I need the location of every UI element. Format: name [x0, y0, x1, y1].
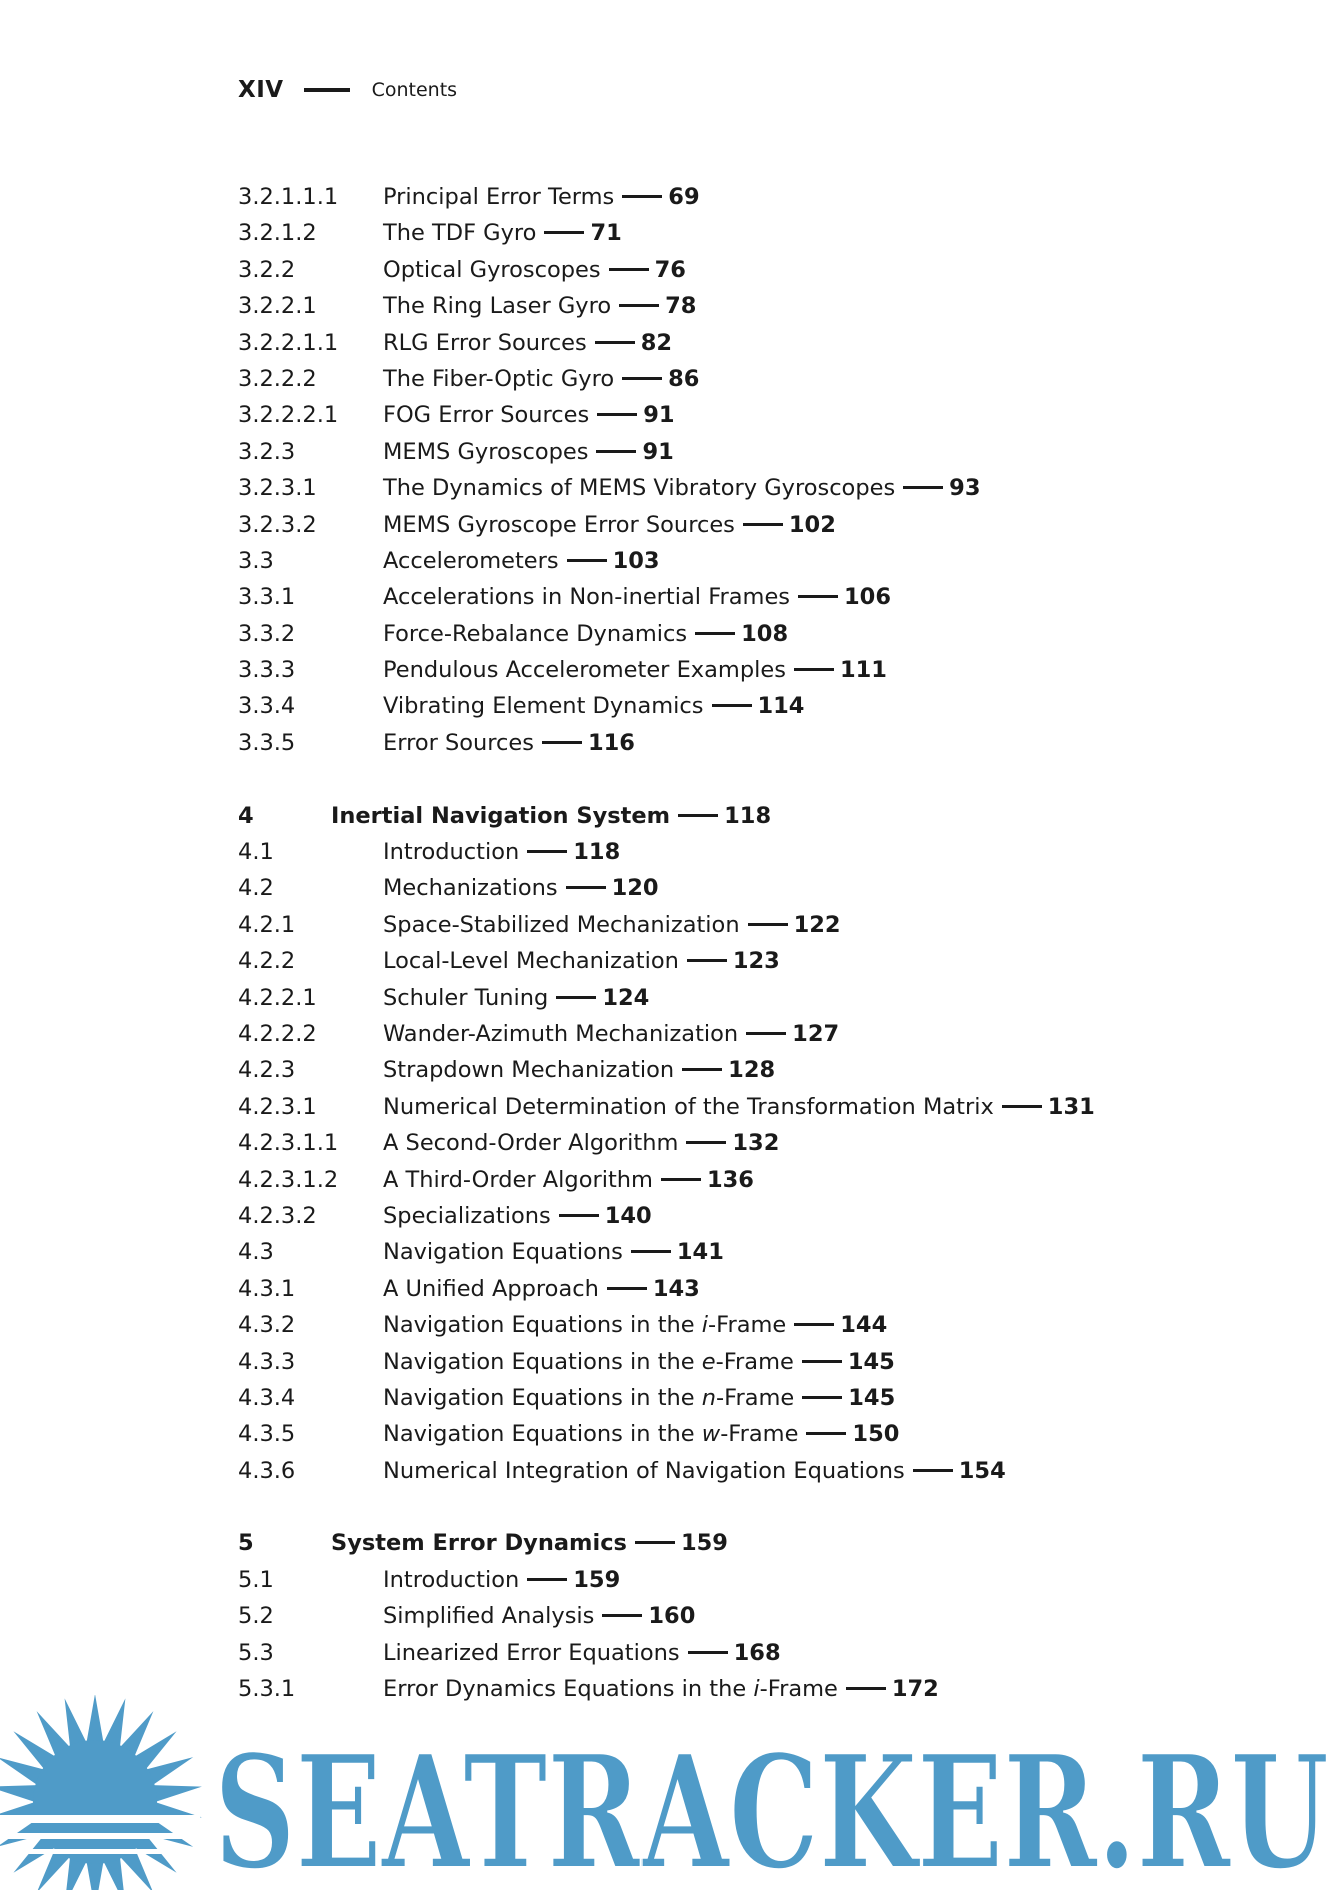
entry-body — [383, 1416, 899, 1452]
entry-page-number: 143 — [652, 1275, 700, 1302]
entry-title: Inertial Navigation System — [331, 802, 671, 829]
entry-frame-symbol: i — [701, 1312, 709, 1339]
entry-title: MEMS Gyroscopes — [383, 438, 589, 465]
entry-page-number: 159 — [680, 1530, 728, 1557]
header-dash — [304, 88, 350, 92]
entry-frame-symbol: w — [701, 1421, 721, 1448]
toc-entry — [238, 1052, 1238, 1088]
entry-dash — [903, 486, 943, 489]
entry-title: MEMS Gyroscope Error Sources — [383, 511, 735, 538]
entry-page-number: 124 — [602, 984, 650, 1011]
entry-dash — [794, 1323, 834, 1326]
toc-entry — [238, 1016, 1238, 1052]
entry-dash — [596, 450, 636, 453]
entry-number: 4.2.3.2 — [238, 1202, 317, 1229]
entry-dash — [682, 1068, 722, 1071]
entry-title: Principal Error Terms — [383, 184, 615, 210]
entry-number: 3.2.3.1 — [238, 475, 317, 502]
entry-number: 4 — [238, 802, 254, 829]
entry-page-number: 172 — [891, 1676, 939, 1703]
entry-page-number: 128 — [728, 1057, 776, 1084]
entry-body — [383, 1453, 1006, 1489]
entry-title: Pendulous Accelerometer Examples — [383, 657, 786, 684]
entry-number: 4.1 — [238, 839, 274, 866]
toc-entry — [238, 434, 1238, 470]
sun-disc — [33, 1740, 157, 1864]
entry-body — [383, 1162, 754, 1198]
entry-page-number: 91 — [643, 402, 675, 429]
toc-entry — [238, 507, 1238, 543]
entry-title: Numerical Determination of the Transformation Matrix — [383, 1093, 994, 1120]
entry-number: 3.3.1 — [238, 584, 296, 611]
entry-dash — [602, 1614, 642, 1617]
entry-title: Strapdown Mechanization — [383, 1057, 675, 1084]
toc-entry — [238, 288, 1238, 324]
entry-title: Specializations — [383, 1202, 551, 1229]
toc-entry — [238, 616, 1238, 652]
entry-number: 3.2.1.2 — [238, 220, 317, 247]
entry-number: 3.2.3.2 — [238, 511, 317, 538]
toc-entry — [238, 215, 1238, 251]
entry-title: Introduction — [383, 1566, 520, 1593]
entry-page-number: 118 — [724, 802, 772, 829]
entry-number: 4.2.2 — [238, 948, 296, 975]
entry-dash — [566, 886, 606, 889]
entry-body — [331, 1525, 728, 1561]
entry-title: Accelerations in Non-inertial Frames — [383, 584, 791, 611]
toc-entry — [238, 1089, 1238, 1125]
entry-body — [383, 943, 780, 979]
entry-page-number: 108 — [741, 620, 789, 647]
toc-entry — [238, 1562, 1238, 1598]
entry-number: 4.2.2.2 — [238, 1020, 317, 1047]
entry-title: A Unified Approach — [383, 1275, 599, 1302]
entry-title: Mechanizations — [383, 875, 558, 902]
entry-body — [383, 1089, 1095, 1125]
entry-title: The Fiber-Optic Gyro — [383, 365, 615, 392]
toc-entry — [238, 943, 1238, 979]
entry-page-number: 93 — [949, 475, 981, 502]
entry-number: 4.3.5 — [238, 1421, 296, 1448]
entry-dash — [544, 231, 584, 234]
entry-title: The Ring Laser Gyro — [383, 293, 612, 320]
entry-body — [383, 1125, 779, 1161]
entry-frame-symbol: i — [753, 1676, 760, 1703]
entry-dash — [527, 1578, 567, 1581]
entry-number: 4.3.6 — [238, 1457, 296, 1484]
sun-icon — [0, 1695, 202, 1890]
toc-entry — [238, 1453, 1238, 1489]
entry-dash — [802, 1360, 842, 1363]
entry-dash — [748, 923, 788, 926]
entry-page-number: 145 — [847, 1348, 895, 1375]
entry-body — [383, 179, 700, 215]
entry-page-number: 114 — [757, 693, 805, 720]
entry-number: 4.2.3.1.1 — [238, 1130, 339, 1157]
entry-title: Introduction — [383, 839, 520, 866]
entry-page-number: 116 — [588, 729, 635, 756]
toc-entry — [238, 1234, 1238, 1270]
entry-body — [383, 1344, 895, 1380]
entry-dash — [595, 341, 635, 344]
entry-page-number: 71 — [590, 220, 622, 247]
entry-number: 4.2.2.1 — [238, 984, 317, 1011]
toc-entry — [238, 1271, 1238, 1307]
entry-body — [383, 507, 836, 543]
entry-title: Space-Stabilized Mechanization — [383, 911, 740, 938]
entry-number: 3.2.2.2.1 — [238, 402, 339, 429]
entry-body — [383, 325, 672, 361]
entry-page-number: 145 — [848, 1384, 896, 1411]
entry-title: System Error Dynamics — [331, 1530, 627, 1557]
toc-entry — [238, 397, 1238, 433]
entry-page-number: 131 — [1047, 1093, 1095, 1120]
entry-page-number: 106 — [844, 584, 891, 611]
entry-page-number: 86 — [668, 365, 700, 392]
toc-entry — [238, 325, 1238, 361]
entry-title-suffix: -Frame — [720, 1421, 799, 1448]
toc-entry — [238, 1307, 1238, 1343]
entry-title-suffix: -Frame — [715, 1348, 794, 1375]
entry-body — [383, 288, 696, 324]
entry-body — [383, 834, 620, 870]
sun-stripe — [0, 1849, 200, 1854]
entry-body — [383, 652, 887, 688]
entry-title: Error Sources — [383, 729, 534, 756]
entry-title: A Second-Order Algorithm — [383, 1130, 679, 1157]
toc-chapter-entry — [238, 798, 1238, 834]
entry-page-number: 91 — [642, 438, 674, 465]
entry-title: Optical Gyroscopes — [383, 256, 601, 283]
entry-number: 3.3.4 — [238, 693, 296, 720]
toc-entry — [238, 1198, 1238, 1234]
entry-title: Error Dynamics Equations in the — [383, 1676, 754, 1703]
entry-body — [383, 1598, 695, 1634]
entry-page-number: 140 — [604, 1202, 652, 1229]
entry-title: FOG Error Sources — [383, 402, 590, 429]
entry-dash — [913, 1469, 953, 1472]
entry-body — [383, 543, 660, 579]
toc-entry — [238, 470, 1238, 506]
entry-number: 4.3.4 — [238, 1384, 296, 1411]
entry-page-number: 132 — [732, 1130, 780, 1157]
entry-page-number: 82 — [640, 329, 673, 356]
entry-body — [383, 1307, 887, 1343]
entry-page-number: 144 — [840, 1312, 888, 1339]
entry-page-number: 102 — [788, 511, 836, 538]
entry-body — [383, 1380, 895, 1416]
entry-page-number: 118 — [573, 839, 621, 866]
entry-dash — [567, 559, 607, 562]
entry-title: A Third-Order Algorithm — [383, 1166, 653, 1193]
entry-page-number: 150 — [852, 1421, 900, 1448]
entry-number: 3.2.2.1.1 — [238, 329, 339, 356]
entry-number: 4.2 — [238, 875, 274, 902]
entry-dash — [695, 632, 735, 635]
entry-title: Vibrating Element Dynamics — [383, 693, 704, 720]
entry-number: 5.3 — [238, 1639, 274, 1666]
entry-number: 3.3.3 — [238, 657, 296, 684]
entry-number: 3.2.3 — [238, 438, 296, 465]
entry-page-number: 76 — [654, 256, 686, 283]
entry-number: 5 — [238, 1530, 254, 1557]
entry-dash — [607, 1287, 647, 1290]
entry-title: Wander-Azimuth Mechanization — [383, 1020, 739, 1047]
entry-body — [383, 215, 622, 251]
entry-body — [383, 579, 891, 615]
toc-entry — [238, 688, 1238, 724]
entry-number: 3.2.2.1 — [238, 293, 317, 320]
running-title: Contents — [371, 79, 458, 101]
entry-dash — [794, 668, 834, 671]
entry-page-number: 154 — [958, 1457, 1006, 1484]
entry-body — [383, 870, 659, 906]
entry-body — [383, 688, 804, 724]
toc-entry — [238, 1416, 1238, 1452]
entry-body — [383, 1052, 775, 1088]
entry-page-number: 159 — [573, 1566, 621, 1593]
entry-dash — [542, 741, 582, 744]
entry-dash — [635, 1541, 675, 1544]
entry-number: 4.2.3 — [238, 1057, 296, 1084]
entry-dash — [631, 1250, 671, 1253]
entry-title: Accelerometers — [383, 547, 559, 574]
toc-entry — [238, 179, 1238, 215]
entry-body — [383, 1198, 652, 1234]
entry-body — [383, 1562, 620, 1598]
entry-number: 3.2.2 — [238, 256, 296, 283]
running-header — [238, 72, 457, 108]
entry-number: 4.2.3.1 — [238, 1093, 317, 1120]
entry-body — [383, 434, 674, 470]
toc-entry — [238, 1635, 1238, 1671]
entry-number: 3.3.5 — [238, 729, 296, 756]
entry-page-number: 122 — [793, 911, 841, 938]
entry-title: Simplified Analysis — [383, 1603, 595, 1630]
entry-number: 4.3 — [238, 1239, 274, 1266]
toc-entry — [238, 725, 1238, 761]
entry-body — [331, 798, 771, 834]
entry-dash — [746, 1032, 786, 1035]
entry-number: 5.3.1 — [238, 1676, 296, 1703]
entry-page-number: 78 — [665, 293, 697, 320]
entry-title: Local-Level Mechanization — [383, 948, 679, 975]
entry-dash — [802, 1396, 842, 1399]
entry-title-suffix: -Frame — [759, 1676, 838, 1703]
entry-dash — [687, 959, 727, 962]
entry-frame-symbol: e — [701, 1348, 716, 1375]
entry-title: Navigation Equations in the — [383, 1348, 702, 1375]
entry-dash — [798, 595, 838, 598]
entry-title: RLG Error Sources — [383, 329, 587, 356]
sun-stripe — [0, 1815, 200, 1823]
toc-entry — [238, 579, 1238, 615]
toc-entry — [238, 1598, 1238, 1634]
toc-entry — [238, 543, 1238, 579]
entry-page-number: 136 — [706, 1166, 754, 1193]
sun-stripe — [0, 1833, 200, 1839]
toc-entry — [238, 907, 1238, 943]
entry-dash — [846, 1687, 886, 1690]
entry-body — [383, 1016, 839, 1052]
entry-body — [383, 397, 675, 433]
entry-page-number: 160 — [648, 1603, 696, 1630]
entry-body — [383, 1271, 700, 1307]
toc-chapter-entry — [238, 1525, 1238, 1561]
toc-entry — [238, 1380, 1238, 1416]
table-of-contents — [238, 179, 1238, 1707]
entry-dash — [806, 1432, 846, 1435]
entry-body — [383, 361, 699, 397]
entry-dash — [597, 413, 637, 416]
entry-dash — [609, 268, 649, 271]
entry-number: 5.1 — [238, 1566, 274, 1593]
entry-dash — [712, 704, 752, 707]
entry-number: 3.2.2.2 — [238, 365, 317, 392]
watermark-logo — [0, 1695, 1339, 1890]
entry-dash — [619, 304, 659, 307]
entry-dash — [556, 996, 596, 999]
entry-page-number: 103 — [612, 547, 660, 574]
entry-title: Navigation Equations in the — [383, 1384, 702, 1411]
entry-title: The Dynamics of MEMS Vibratory Gyroscopes — [383, 475, 896, 502]
entry-dash — [743, 523, 783, 526]
entry-title: Navigation Equations in the — [383, 1312, 702, 1339]
entry-number: 4.2.3.1.2 — [238, 1166, 339, 1193]
entry-dash — [622, 377, 662, 380]
entry-number: 4.3.1 — [238, 1275, 296, 1302]
toc-entry — [238, 870, 1238, 906]
entry-title: The TDF Gyro — [383, 220, 537, 247]
toc-entry — [238, 652, 1238, 688]
entry-page-number: 141 — [676, 1239, 724, 1266]
entry-body — [383, 980, 649, 1016]
entry-dash — [678, 814, 718, 817]
entry-dash — [622, 195, 662, 198]
entry-number: 3.3.2 — [238, 620, 296, 647]
entry-dash — [559, 1214, 599, 1217]
entry-page-number: 69 — [668, 184, 700, 210]
toc-entry — [238, 1344, 1238, 1380]
entry-dash — [661, 1178, 701, 1181]
entry-dash — [527, 850, 567, 853]
watermark-text: SEATRACKER.RU — [214, 1721, 1329, 1890]
entry-body — [383, 470, 980, 506]
toc-entry — [238, 980, 1238, 1016]
toc-entry — [238, 1162, 1238, 1198]
entry-number: 3.2.1.1.1 — [238, 184, 339, 210]
entry-title-suffix: -Frame — [716, 1384, 795, 1411]
toc-entry — [238, 834, 1238, 870]
entry-title: Force-Rebalance Dynamics — [383, 620, 688, 647]
entry-title: Navigation Equations — [383, 1239, 623, 1266]
entry-number: 4.3.2 — [238, 1312, 296, 1339]
entry-body — [383, 725, 635, 761]
toc-entry — [238, 361, 1238, 397]
entry-body — [383, 1234, 724, 1270]
entry-number: 4.3.3 — [238, 1348, 296, 1375]
entry-dash — [688, 1651, 728, 1654]
entry-number: 5.2 — [238, 1603, 274, 1630]
entry-dash — [1002, 1105, 1042, 1108]
entry-body — [383, 252, 686, 288]
toc-entry — [238, 252, 1238, 288]
entry-page-number: 127 — [792, 1020, 840, 1047]
entry-frame-symbol: n — [701, 1384, 717, 1411]
entry-title: Navigation Equations in the — [383, 1421, 702, 1448]
entry-dash — [686, 1141, 726, 1144]
entry-title-suffix: -Frame — [708, 1312, 787, 1339]
toc-entry — [238, 1125, 1238, 1161]
entry-number: 4.2.1 — [238, 911, 296, 938]
page-number: XIV — [238, 77, 284, 103]
entry-page-number: 123 — [732, 948, 780, 975]
entry-title: Linearized Error Equations — [383, 1639, 680, 1666]
entry-title: Schuler Tuning — [383, 984, 549, 1011]
entry-body — [383, 616, 788, 652]
entry-page-number: 168 — [733, 1639, 781, 1666]
entry-title: Numerical Integration of Navigation Equations — [383, 1457, 905, 1484]
entry-page-number: 111 — [839, 657, 887, 684]
entry-page-number: 120 — [611, 875, 659, 902]
entry-number: 3.3 — [238, 547, 274, 574]
entry-body — [383, 907, 841, 943]
entry-body — [383, 1635, 781, 1671]
